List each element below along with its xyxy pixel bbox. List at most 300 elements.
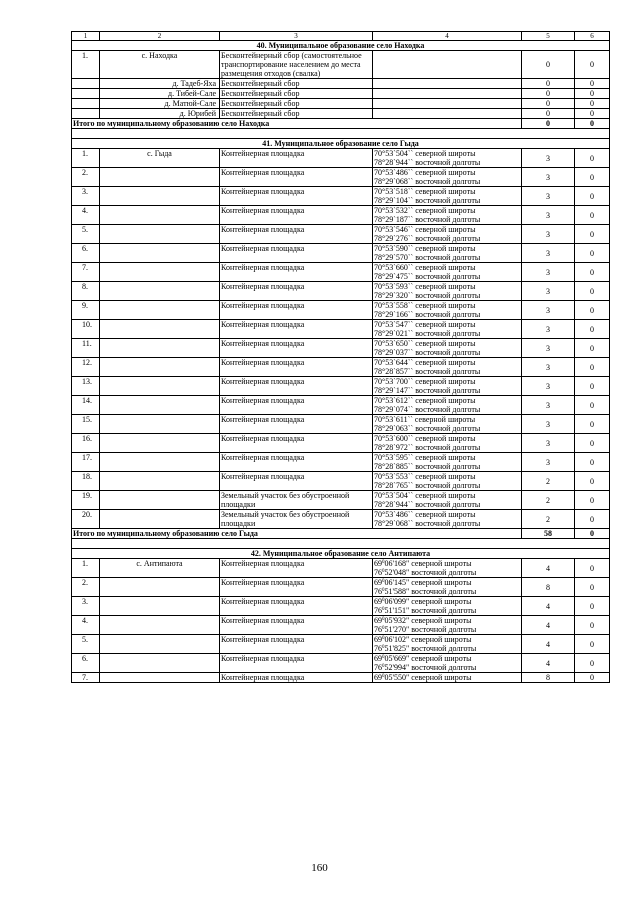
longitude [374, 587, 520, 596]
collection-type: Контейнерная площадка [220, 244, 373, 263]
settlement [100, 168, 220, 187]
longitude [374, 234, 520, 243]
latitude [374, 491, 520, 500]
coordinates [373, 168, 522, 187]
degrees: 76 [374, 587, 382, 596]
coordinates [373, 301, 522, 320]
settlement: с. Антипаюта [100, 559, 220, 578]
settlement [100, 377, 220, 396]
collection-type: Контейнерная площадка [220, 187, 373, 206]
table-body [72, 32, 610, 683]
table-row [72, 358, 610, 377]
table-row [72, 377, 610, 396]
coordinates [373, 149, 522, 168]
degree-sign: 0 [382, 645, 385, 650]
degree-sign: 0 [382, 560, 385, 565]
settlement [100, 654, 220, 673]
latitude [374, 377, 520, 386]
container-count: 4 [522, 635, 575, 654]
container-count: 4 [522, 597, 575, 616]
coordinates [373, 635, 522, 654]
collection-type: Контейнерная площадка [220, 453, 373, 472]
coordinate-value: 70°53`504`` северной широты [374, 149, 476, 158]
row-number: 3. [72, 597, 100, 616]
coordinate-value: 06'168" северной широты [384, 559, 472, 568]
settlement [100, 673, 220, 683]
degree-sign: 0 [382, 674, 385, 679]
container-count: 3 [522, 168, 575, 187]
coordinate-value: 70°53`553`` северной широты [374, 472, 476, 481]
latitude [374, 453, 520, 462]
collection-type: Контейнерная площадка [220, 320, 373, 339]
latitude [374, 597, 520, 606]
collection-type: Контейнерная площадка [220, 434, 373, 453]
row-number: 7. [72, 263, 100, 282]
extra-count: 0 [575, 415, 610, 434]
extra-count: 0 [575, 263, 610, 282]
longitude [374, 253, 520, 262]
coordinate-value: 70°53`612`` северной широты [374, 396, 476, 405]
row-number: 9. [72, 301, 100, 320]
coordinates [373, 415, 522, 434]
settlement: д. Матюй-Сале [100, 99, 220, 109]
coordinate-value: 06'145" северной широты [384, 578, 472, 587]
latitude [374, 673, 520, 682]
container-count: 4 [522, 654, 575, 673]
coordinates [373, 616, 522, 635]
coordinate-value: 78°28`885`` восточной долготы [374, 462, 481, 471]
settlement [100, 510, 220, 529]
longitude [374, 272, 520, 281]
coordinates [373, 89, 522, 99]
spacer-row [72, 129, 610, 139]
row-number: 10. [72, 320, 100, 339]
coordinates [373, 187, 522, 206]
table-row [72, 244, 610, 263]
degree-sign: 0 [382, 598, 385, 603]
settlement [100, 301, 220, 320]
collection-type: Контейнерная площадка [220, 472, 373, 491]
degrees: 69 [374, 616, 382, 625]
extra-count: 0 [575, 453, 610, 472]
table-row [72, 79, 610, 89]
row-number: 15. [72, 415, 100, 434]
coordinate-value: 52'994" восточной долготы [384, 663, 477, 672]
coordinate-value: 78°28`944`` восточной долготы [374, 500, 481, 509]
degree-sign: 0 [382, 607, 385, 612]
column-number-row [72, 32, 610, 41]
table-row [72, 654, 610, 673]
longitude [374, 386, 520, 395]
container-count: 3 [522, 358, 575, 377]
settlement [100, 396, 220, 415]
longitude [374, 215, 520, 224]
coordinate-value: 78°29`068`` восточной долготы [374, 519, 481, 528]
settlement [100, 597, 220, 616]
longitude [374, 568, 520, 577]
collection-type: Контейнерная площадка [220, 168, 373, 187]
table-row [72, 616, 610, 635]
table-row [72, 149, 610, 168]
table-row [72, 396, 610, 415]
coordinate-value: 78°29`166`` восточной долготы [374, 310, 481, 319]
container-count: 0 [522, 89, 575, 99]
latitude [374, 206, 520, 215]
table-row [72, 225, 610, 244]
collection-type: Контейнерная площадка [220, 358, 373, 377]
settlement: д. Тибей-Сале [100, 89, 220, 99]
coordinate-value: 51'270" восточной долготы [384, 625, 477, 634]
extra-count: 0 [575, 206, 610, 225]
degrees: 76 [374, 606, 382, 615]
section-title-row [72, 139, 610, 149]
coordinates [373, 578, 522, 597]
coordinates [373, 559, 522, 578]
table-row [72, 673, 610, 683]
coordinate-value: 78°29`187`` восточной долготы [374, 215, 481, 224]
container-count: 3 [522, 320, 575, 339]
latitude [374, 168, 520, 177]
coordinates [373, 320, 522, 339]
coordinate-value: 51'588" восточной долготы [384, 587, 477, 596]
extra-count: 0 [575, 79, 610, 89]
container-count: 3 [522, 415, 575, 434]
coordinate-value: 70°53`547`` северной широты [374, 320, 476, 329]
extra-count: 0 [575, 434, 610, 453]
coordinate-value: 70°53`486`` северной широты [374, 168, 476, 177]
coordinates [373, 510, 522, 529]
coordinates [373, 206, 522, 225]
settlement [100, 453, 220, 472]
column-number: 1 [72, 32, 100, 41]
container-count: 2 [522, 510, 575, 529]
coordinate-value: 78°28`944`` восточной долготы [374, 158, 481, 167]
table-row [72, 635, 610, 654]
degree-sign: 0 [382, 569, 385, 574]
container-count: 3 [522, 187, 575, 206]
latitude [374, 616, 520, 625]
coordinate-value: 70°53`504`` северной широты [374, 491, 476, 500]
latitude [374, 339, 520, 348]
row-number: 2. [72, 168, 100, 187]
latitude [374, 396, 520, 405]
total-extra: 0 [575, 119, 610, 129]
extra-count: 0 [575, 339, 610, 358]
latitude [374, 654, 520, 663]
coordinate-value: 78°29`104`` восточной долготы [374, 196, 481, 205]
row-number: 2. [72, 578, 100, 597]
longitude [374, 519, 520, 528]
degree-sign: 0 [382, 617, 385, 622]
extra-count: 0 [575, 597, 610, 616]
degrees: 69 [374, 559, 382, 568]
container-count: 2 [522, 472, 575, 491]
coordinate-value: 70°53`650`` северной широты [374, 339, 476, 348]
collection-type: Контейнерная площадка [220, 282, 373, 301]
extra-count: 0 [575, 616, 610, 635]
extra-count: 0 [575, 99, 610, 109]
degrees: 69 [374, 635, 382, 644]
collection-type: Земельный участок без обустроенной площадки [220, 491, 373, 510]
collection-type: Бесконтейнерный сбор (самостоятельное транспортирование населением до места размещения отходов (свалка) [220, 51, 373, 79]
table-row [72, 206, 610, 225]
row-number: 8. [72, 282, 100, 301]
settlement [100, 434, 220, 453]
latitude [374, 415, 520, 424]
coordinates [373, 396, 522, 415]
row-number: 19. [72, 491, 100, 510]
section-title: 40. Муниципальное образование село Находка [72, 41, 610, 51]
settlement [100, 206, 220, 225]
container-count: 3 [522, 301, 575, 320]
settlement [100, 472, 220, 491]
settlement [100, 578, 220, 597]
table-row [72, 301, 610, 320]
container-count: 3 [522, 453, 575, 472]
container-count: 3 [522, 149, 575, 168]
row-number: 4. [72, 206, 100, 225]
collection-type: Земельный участок без обустроенной площадки [220, 510, 373, 529]
collection-type: Контейнерная площадка [220, 396, 373, 415]
coordinates [373, 109, 522, 119]
table-row [72, 282, 610, 301]
page-number: 160 [311, 862, 328, 874]
container-count: 0 [522, 51, 575, 79]
total-row [72, 529, 610, 539]
coordinates [373, 472, 522, 491]
spacer-cell [72, 539, 610, 549]
longitude [374, 310, 520, 319]
coordinate-value: 70°53`590`` северной широты [374, 244, 476, 253]
longitude [374, 177, 520, 186]
coordinates [373, 453, 522, 472]
table-row [72, 320, 610, 339]
extra-count: 0 [575, 635, 610, 654]
settlement [100, 339, 220, 358]
table-row [72, 339, 610, 358]
coordinate-value: 70°53`558`` северной широты [374, 301, 476, 310]
collection-type: Контейнерная площадка [220, 673, 373, 683]
settlement [100, 616, 220, 635]
coordinates [373, 282, 522, 301]
degree-sign: 0 [382, 579, 385, 584]
longitude [374, 348, 520, 357]
coordinates [373, 339, 522, 358]
row-number: 6. [72, 244, 100, 263]
settlement: с. Гыда [100, 149, 220, 168]
row-number [72, 89, 100, 99]
coordinates [373, 51, 522, 79]
degrees: 69 [374, 673, 382, 682]
extra-count: 0 [575, 89, 610, 99]
degrees: 76 [374, 568, 382, 577]
total-extra: 0 [575, 529, 610, 539]
table-row [72, 559, 610, 578]
extra-count: 0 [575, 358, 610, 377]
table-row [72, 89, 610, 99]
collection-type: Контейнерная площадка [220, 635, 373, 654]
longitude [374, 405, 520, 414]
extra-count: 0 [575, 149, 610, 168]
coordinate-value: 78°29`570`` восточной долготы [374, 253, 481, 262]
spacer-row [72, 539, 610, 549]
container-count: 3 [522, 339, 575, 358]
row-number: 16. [72, 434, 100, 453]
coordinate-value: 70°53`532`` северной широты [374, 206, 476, 215]
latitude [374, 187, 520, 196]
coordinates [373, 358, 522, 377]
coordinate-value: 06'099" северной широты [384, 597, 472, 606]
degree-sign: 0 [382, 588, 385, 593]
total-count: 0 [522, 119, 575, 129]
coordinates [373, 597, 522, 616]
extra-count: 0 [575, 282, 610, 301]
extra-count: 0 [575, 472, 610, 491]
extra-count: 0 [575, 168, 610, 187]
collection-type: Контейнерная площадка [220, 597, 373, 616]
latitude [374, 301, 520, 310]
coordinates [373, 263, 522, 282]
settlement [100, 635, 220, 654]
settlement: с. Находка [100, 51, 220, 79]
latitude [374, 559, 520, 568]
column-number: 6 [575, 32, 610, 41]
coordinates [373, 79, 522, 89]
container-count: 3 [522, 225, 575, 244]
coordinate-value: 78°29`068`` восточной долготы [374, 177, 481, 186]
settlement [100, 225, 220, 244]
container-count: 4 [522, 616, 575, 635]
table-row [72, 109, 610, 119]
waste-sites-table [71, 31, 610, 683]
row-number: 5. [72, 635, 100, 654]
coordinate-value: 70°53`546`` северной широты [374, 225, 476, 234]
settlement [100, 320, 220, 339]
coordinate-value: 52'048" восточной долготы [384, 568, 477, 577]
extra-count: 0 [575, 396, 610, 415]
coordinate-value: 78°29`021`` восточной долготы [374, 329, 481, 338]
row-number: 3. [72, 187, 100, 206]
latitude [374, 282, 520, 291]
total-label: Итого по муниципальному образованию село Находка [72, 119, 522, 129]
coordinates [373, 673, 522, 683]
coordinates [373, 377, 522, 396]
settlement: д. Юрибей [100, 109, 220, 119]
collection-type: Контейнерная площадка [220, 263, 373, 282]
coordinates [373, 99, 522, 109]
degree-sign: 0 [382, 626, 385, 631]
section-title: 42. Муниципальное образование село Антипаюта [72, 549, 610, 559]
extra-count: 0 [575, 654, 610, 673]
container-count: 3 [522, 263, 575, 282]
longitude [374, 443, 520, 452]
table-row [72, 472, 610, 491]
extra-count: 0 [575, 491, 610, 510]
latitude [374, 472, 520, 481]
extra-count: 0 [575, 244, 610, 263]
longitude [374, 625, 520, 634]
latitude [374, 263, 520, 272]
coordinates [373, 434, 522, 453]
degree-sign: 0 [382, 655, 385, 660]
settlement [100, 263, 220, 282]
extra-count: 0 [575, 187, 610, 206]
longitude [374, 644, 520, 653]
latitude [374, 510, 520, 519]
row-number: 5. [72, 225, 100, 244]
coordinates [373, 225, 522, 244]
coordinate-value: 51'825" восточной долготы [384, 644, 477, 653]
coordinate-value: 78°29`037`` восточной долготы [374, 348, 481, 357]
settlement [100, 282, 220, 301]
row-number: 11. [72, 339, 100, 358]
coordinate-value: 78°28`972`` восточной долготы [374, 443, 481, 452]
container-count: 3 [522, 282, 575, 301]
coordinate-value: 78°29`074`` восточной долготы [374, 405, 481, 414]
latitude [374, 149, 520, 158]
collection-type: Контейнерная площадка [220, 149, 373, 168]
degrees: 69 [374, 654, 382, 663]
settlement [100, 491, 220, 510]
container-count: 3 [522, 206, 575, 225]
row-number: 20. [72, 510, 100, 529]
collection-type: Контейнерная площадка [220, 559, 373, 578]
container-count: 8 [522, 578, 575, 597]
degree-sign: 0 [382, 664, 385, 669]
latitude [374, 320, 520, 329]
latitude [374, 358, 520, 367]
degrees: 69 [374, 597, 382, 606]
column-number: 5 [522, 32, 575, 41]
container-count: 3 [522, 434, 575, 453]
section-title: 41. Муниципальное образование село Гыда [72, 139, 610, 149]
latitude [374, 434, 520, 443]
coordinates [373, 244, 522, 263]
coordinate-value: 70°53`700`` северной широты [374, 377, 476, 386]
collection-type: Бесконтейнерный сбор [220, 99, 373, 109]
extra-count: 0 [575, 559, 610, 578]
coordinate-value: 70°53`595`` северной широты [374, 453, 476, 462]
collection-type: Контейнерная площадка [220, 616, 373, 635]
coordinate-value: 05'669" северной широты [384, 654, 472, 663]
extra-count: 0 [575, 109, 610, 119]
table-row [72, 415, 610, 434]
table-row [72, 187, 610, 206]
longitude [374, 329, 520, 338]
coordinate-value: 05'932" северной широты [384, 616, 472, 625]
spacer-cell [72, 129, 610, 139]
container-count: 0 [522, 79, 575, 89]
row-number: 14. [72, 396, 100, 415]
collection-type: Контейнерная площадка [220, 206, 373, 225]
coordinate-value: 78°29`320`` восточной долготы [374, 291, 481, 300]
extra-count: 0 [575, 225, 610, 244]
coordinate-value: 70°53`600`` северной широты [374, 434, 476, 443]
settlement [100, 358, 220, 377]
extra-count: 0 [575, 320, 610, 339]
latitude [374, 635, 520, 644]
longitude [374, 367, 520, 376]
longitude [374, 606, 520, 615]
collection-type: Контейнерная площадка [220, 301, 373, 320]
coordinate-value: 70°53`486`` северной широты [374, 510, 476, 519]
container-count: 8 [522, 673, 575, 683]
coordinate-value: 70°53`593`` северной широты [374, 282, 476, 291]
settlement: д. Тадеб-Яха [100, 79, 220, 89]
total-label: Итого по муниципальному образованию село Гыда [72, 529, 522, 539]
degrees: 76 [374, 625, 382, 634]
coordinate-value: 51'151" восточной долготы [384, 606, 477, 615]
